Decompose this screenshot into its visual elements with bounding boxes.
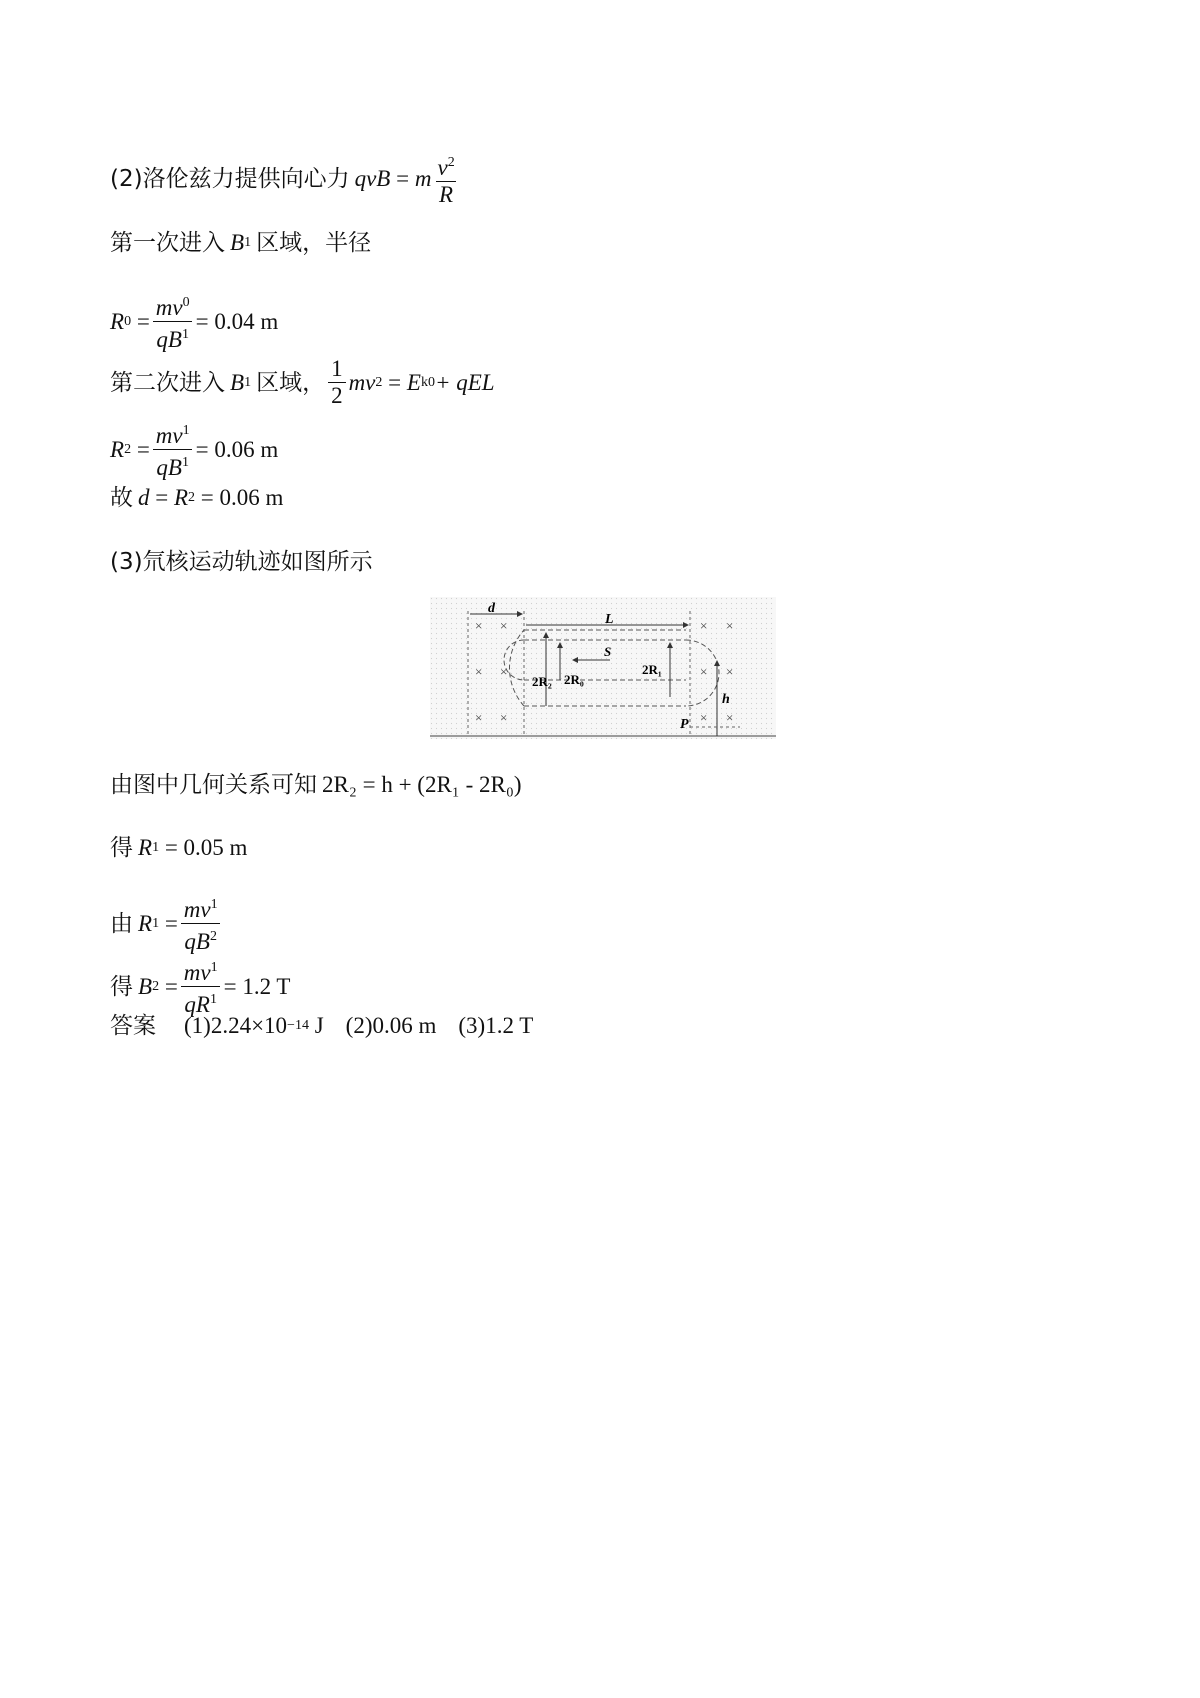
second-entry-line: 第二次进入 B 1 区域， $\frac{1}{2}$ mv 2 = E k0 + qEL [110, 356, 495, 408]
answer-2: (2)0.06 m [345, 1013, 437, 1038]
b1-var-2: B [230, 369, 245, 395]
r0-sub: 0 [124, 313, 132, 329]
r1-value: = 0.05 m [164, 835, 248, 860]
r0-num: mv [155, 295, 183, 320]
r0-var: R [110, 308, 125, 334]
energy-ek: E [406, 369, 421, 395]
half-num: 1 [331, 356, 343, 381]
gu-text: 故 [110, 485, 133, 511]
geometry-line [110, 770, 522, 800]
part3-heading [110, 547, 373, 577]
answer-1-unit: J [314, 1013, 324, 1038]
b2-den: qR [184, 992, 210, 1017]
r2-formula: R 2 = $\frac{mv^1}{qB^1}$ = 0.06 m [110, 418, 278, 481]
r1-num-sup: 1 [210, 897, 218, 912]
geometry-eq: 2R₂ = h + (2R₁ - 2R₀) [322, 772, 522, 797]
r1-num: mv [183, 897, 211, 922]
d-var: d [138, 485, 150, 510]
label-2R1: 2R₁ [642, 662, 662, 677]
energy-mv: mv [348, 369, 376, 395]
cross: × [700, 664, 708, 679]
b2-formula: 得 B 2 = $\frac{mv^1}{qR^1}$ = 1.2 T [110, 955, 290, 1018]
lorentz-num-sup: 2 [447, 155, 455, 170]
r2-value: = 0.06 m [195, 436, 279, 462]
energy-rest: + qEL [434, 369, 495, 395]
r0-den: qB [156, 327, 182, 352]
label-h: h [722, 692, 730, 707]
you-text: 由 [110, 910, 133, 937]
cross: × [475, 618, 483, 633]
label-S: S [604, 644, 612, 659]
b1-sub-2: 1 [244, 374, 252, 390]
r2-num-sup: 1 [182, 423, 190, 438]
label-L: L [605, 612, 614, 627]
b2-sub: 2 [152, 978, 160, 994]
cross: × [700, 618, 708, 633]
r1-den: qB [184, 929, 210, 954]
cross: × [726, 618, 734, 633]
r0-value: = 0.04 m [195, 308, 279, 334]
label-2R2: 2R₂ [532, 674, 552, 689]
r2-fraction [153, 418, 193, 481]
first-entry-tail: 区域，半径 [256, 230, 372, 256]
geometry-text: 由图中几何关系可知 [110, 772, 317, 798]
b2-num: mv [183, 960, 211, 985]
b2-num-sup: 1 [210, 960, 218, 975]
r2-sub: 2 [124, 441, 132, 457]
part3-heading-text: (3)氘核运动轨迹如图所示 [110, 549, 373, 575]
b2-var: B [138, 973, 153, 999]
answer-1-exp: −14 [287, 1018, 309, 1033]
cross: × [500, 618, 508, 633]
r0-formula: R 0 = $\frac{mv^0}{qB^1}$ = 0.04 m [110, 290, 278, 353]
first-entry-line [110, 228, 371, 258]
b2-value: = 1.2 T [223, 973, 291, 999]
b1-sub: 1 [244, 235, 252, 250]
first-entry-text: 第一次进入 [110, 230, 225, 256]
b1-var: B [230, 230, 245, 255]
d-eq: = 0.06 m [200, 485, 284, 510]
label-d: d [488, 601, 495, 616]
answer-3: (3)1.2 T [458, 1013, 534, 1038]
label-P: P [680, 717, 689, 732]
r0-den-sup: 1 [181, 327, 189, 342]
r1-formula: 由 R 1 = $\frac{mv^1}{qB^2}$ [110, 892, 224, 955]
half-den: 2 [328, 382, 346, 409]
cross: × [500, 710, 508, 725]
r0-fraction [153, 290, 193, 353]
answer-label: 答案 [110, 1013, 156, 1039]
b2-fraction [181, 955, 221, 1018]
lorentz-lhs: qvB [354, 166, 391, 191]
cross: × [726, 664, 734, 679]
d-line: 故 d = R 2 = 0.06 m [110, 485, 284, 511]
lorentz-den: R [436, 181, 456, 208]
d-r2-var: R [173, 485, 189, 510]
label-2R0: 2R₀ [564, 672, 584, 687]
de2-text: 得 [110, 973, 133, 1000]
r2-num: mv [155, 423, 183, 448]
r1-den-sup: 2 [209, 929, 217, 944]
cross: × [475, 710, 483, 725]
trajectory-diagram [430, 597, 776, 739]
b2-den-sup: 1 [209, 992, 217, 1007]
part2-heading-line: (2)洛伦兹力提供向心力 qvB = m $\frac{v^2}{R}$ [110, 150, 461, 208]
r2-var: R [110, 436, 125, 462]
de-text: 得 [110, 835, 133, 861]
energy-ek-sub: k0 [420, 374, 435, 390]
part2-heading: (2)洛伦兹力提供向心力 [110, 166, 350, 192]
cross: × [500, 664, 508, 679]
r1-value-line: 得 R 1 = 0.05 m [110, 835, 248, 861]
lorentz-num: v [437, 155, 448, 180]
r2-den: qB [156, 455, 182, 480]
cross: × [726, 710, 734, 725]
cross: × [475, 664, 483, 679]
answer-1: (1)2.24×10 [184, 1013, 288, 1038]
half-fraction [328, 356, 346, 409]
r1-fraction [181, 892, 221, 955]
lorentz-fraction [434, 150, 457, 208]
answer-line [110, 1011, 533, 1041]
r0-num-sup: 0 [182, 295, 190, 310]
lorentz-m: m [414, 166, 432, 191]
cross: × [700, 710, 708, 725]
second-entry-tail: 区域， [256, 369, 326, 396]
energy-sup: 2 [375, 374, 383, 390]
second-entry-text: 第二次进入 [110, 369, 225, 396]
d-r2-sub: 2 [188, 490, 196, 505]
r2-den-sup: 1 [181, 455, 189, 470]
